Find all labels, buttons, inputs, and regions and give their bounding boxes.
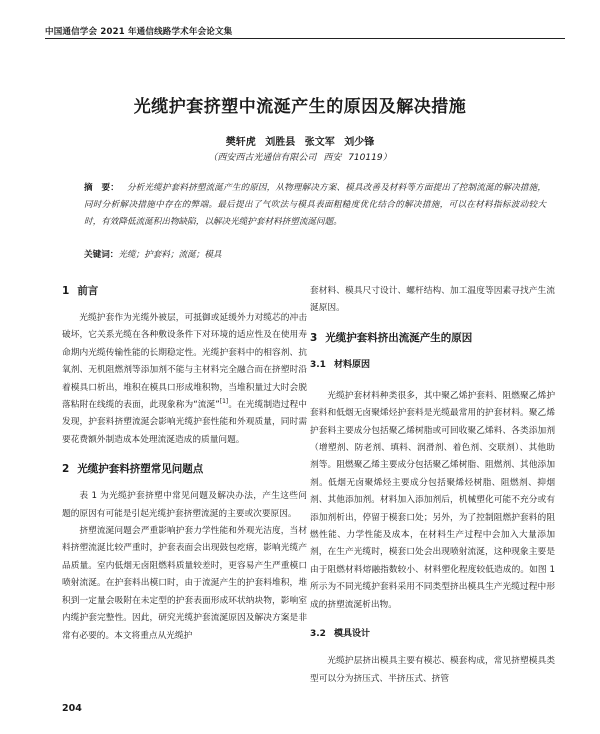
header-rule bbox=[45, 38, 565, 39]
section-2-paragraph-2: 挤塑流涎问题会严重影响护套力学性能和外观光洁度，当材料挤塑流涎比较严重时，护套表面会出现鼓包疙瘩，影响光缆产品质量。室内低烟无卤阻燃料质量较差时，更容易产生严重模口喷射流涎。在护套料出模口时，由于流涎产生的护套料堆积，堆积到一定量会吸附在未定型的护套表面形成环状纳块物，影响室内缆护套完整性。因此，研究光缆护套流涎原因及解决方案是非常有必要的。本文将重点从光缆护 bbox=[62, 526, 307, 641]
left-column bbox=[62, 283, 307, 645]
section-1-paragraph: 光缆护套作为光缆外被层，可抵御或延缓外力对缆芯的冲击破坏，它关系光缆在各种敷设条件下对环境的适应性及在使用寿命期内光缆传输性能的长期稳定性。光缆护套料中的相容剂、抗氧剂、无机阻燃剂等添加剂不能与主材料完全融合而在挤塑时沿着模具口析出，堆积在模具口形成堆积物，当堆积量过大时会脱落粘附在线缆的表面，此现象称为“流涎”[1]。在光缆制造过程中发现，护套料挤塑流涎会影响光缆护套性能和外观质量，同时需要花费额外制造成本处理流涎造成的质量问题。 bbox=[62, 313, 307, 445]
section-2-paragraph-continued: 套材料、模具尺寸设计、螺杆结构、加工温度等因素寻找产生流涎原因。 bbox=[310, 286, 555, 314]
keywords bbox=[84, 247, 222, 264]
section-1-heading: 1 前言 bbox=[62, 285, 99, 297]
abstract-label: 摘 要： bbox=[84, 183, 119, 193]
affiliation bbox=[0, 150, 600, 163]
running-header: 中国通信学会 2021 年通信线路学术年会论文集 bbox=[45, 27, 233, 37]
page-number: 204 bbox=[62, 703, 82, 714]
section-2-heading: 2 光缆护套料挤塑常见问题点 bbox=[62, 463, 204, 476]
author: 樊轩虎 bbox=[225, 137, 256, 148]
author: 刘少锋 bbox=[344, 137, 375, 148]
abstract bbox=[84, 180, 546, 231]
subsection-3-1-heading: 3.1 材料原因 bbox=[310, 359, 370, 370]
keywords-text: 光缆；护套料；流涎；模具 bbox=[118, 250, 222, 260]
author: 张文军 bbox=[304, 137, 335, 148]
citation: [1] bbox=[219, 398, 229, 406]
paper-title: 光缆护套挤塑中流涎产生的原因及解决措施 bbox=[133, 97, 467, 117]
keywords-label: 关键词： bbox=[84, 250, 119, 260]
author-list bbox=[0, 133, 600, 148]
subsection-3-2-heading: 3.2 模具设计 bbox=[310, 629, 370, 640]
abstract-text: 分析光缆护套料挤塑流涎产生的原因，从物理解决方案、模具改善及材料等方面提出了控制流涎的解决措施，同时分析解决措施中存在的弊端。最后提出了气吹法与模具表面粗糙度优化结合的解决措施，可以在材料指标波动较大时，有效降低流涎积出物缺陷，以解决光缆护套材料挤塑流涎问题。 bbox=[84, 183, 546, 227]
affiliation-city: 西安 bbox=[323, 153, 342, 163]
section-3-1-paragraph: 光缆护套材料种类很多，其中聚乙烯护套料、阻燃聚乙烯护套料和低烟无卤聚烯烃护套料是光缆最常用的护套材料。聚乙烯护套料主要成分包括聚乙烯树脂或可回收聚乙烯料、各类添加剂（增塑剂、防老剂、填料、润滑剂、着色剂、交联剂）、其他助剂等。阻燃聚乙烯主要成分包括聚乙烯树脂、阻燃剂、其他添加剂。低烟无卤聚烯烃主要成分包括聚烯烃树脂、阻燃剂、抑烟剂、其他添加剂。材料加入添加剂后，机械塑化可能不充分或有添加剂析出，停留于模套口处；另外，为了控制阻燃护套料的阻燃性能、力学性能及成本，在材料生产过程中会加入大量添加剂，在生产光缆时，模套口处会出现喷射流涎，这种现象主要是由于阻燃材料熔融指数较小、材料塑化程度较低造成的。如图 1 所示为不同光缆护套料采用不同类型挤出模具生产光缆过程中形成的挤塑流涎析出物。 bbox=[310, 390, 555, 610]
section-2-paragraph-1: 表 1 为光缆护套挤塑中常见问题及解决办法，产生这些问题的原因有可能是引起光缆护套挤塑流涎的主要或次要原因。 bbox=[62, 491, 307, 519]
right-column bbox=[310, 283, 555, 688]
section-3-heading: 3 光缆护套料挤出流涎产生的原因 bbox=[310, 331, 473, 344]
author: 刘胜县 bbox=[265, 137, 296, 148]
section-3-2-paragraph: 光缆护层挤出模具主要有模芯、模套构成，常见挤塑模具类型可以分为挤压式、半挤压式、挤管 bbox=[310, 656, 555, 684]
affiliation-postcode: 710119） bbox=[348, 153, 392, 163]
affiliation-org: （西安西古光通信有限公司 bbox=[208, 153, 317, 163]
